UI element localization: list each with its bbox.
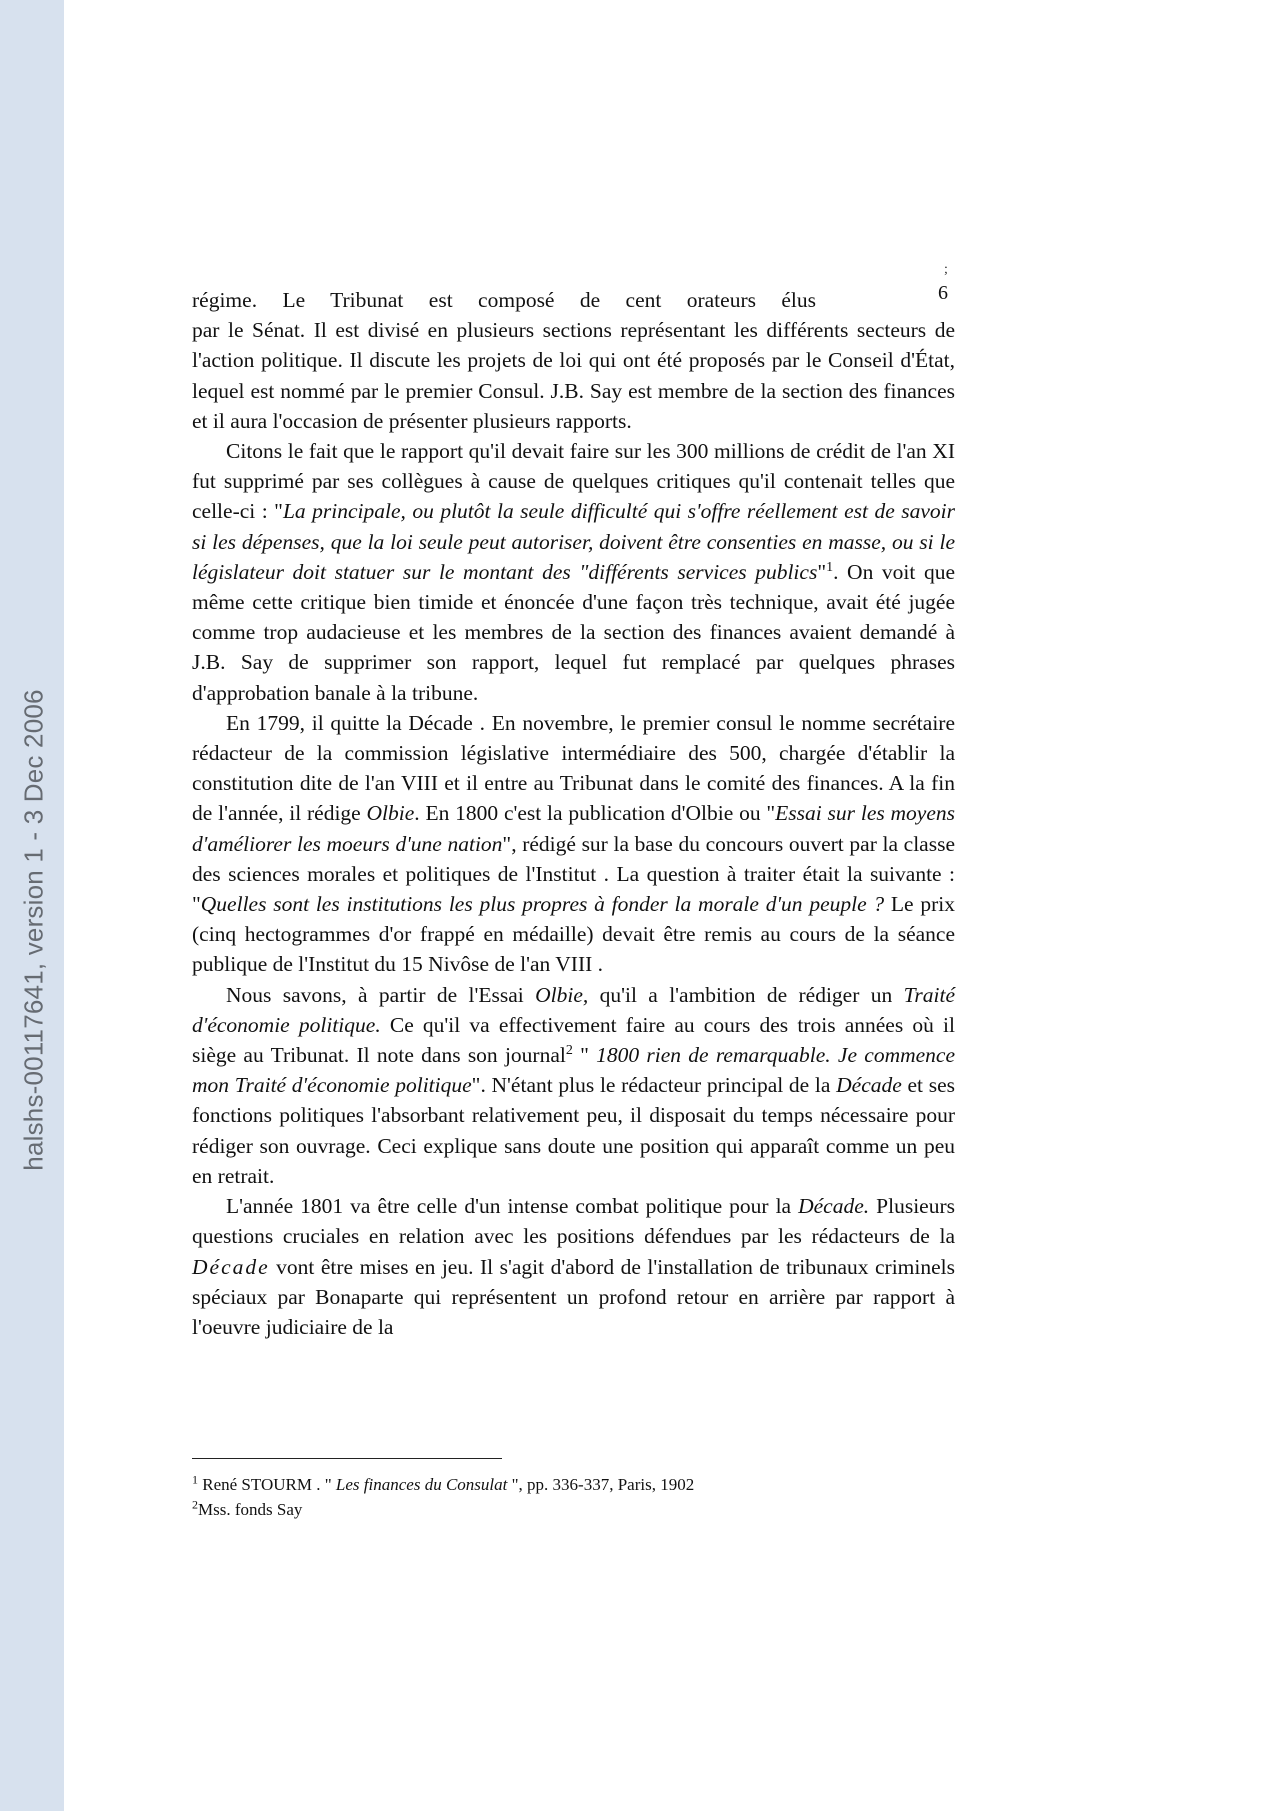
paragraph-3: En 1799, il quitte la Décade . En novembre, le premier consul le nomme secrétaire rédacteur de la commission législative intermédiaire des 500, chargée d'établir la constitution dite de l'an VIII et il entre au Tribunat dans le comité des finances. A la fin de l'année, il rédige Olbie. En 1800 c'est la publication d'Olbie ou "Essai sur les moyens d'améliorer les moeurs d'une nation", rédigé sur la base du concours ouvert par la classe des sciences morales et politiques de l'Institut . La question à traiter était la suivante : "Quelles sont les institutions les plus propres à fonder la morale d'un peuple ? Le prix (cinq hectogrammes d'or frappé en médaille) devait être remis au cours de la séance publique de l'Institut du 15 Nivôse de l'an VIII . [192,710,956,977]
page-mark: ; [944,262,948,277]
footnote-2: $^2$Mss. fonds Say [192,1497,303,1519]
body-text [192,285,955,1342]
quote-text: La principale, ou plutôt la seule difficulté qui s'offre réellement est de savoir si les dépenses, que la loi seule peut autoriser, doivent être consenties en masse, ou si le législateur doit statuer sur le montant des "différents services publics [192,499,955,584]
archive-sidebar [0,0,64,1811]
footnote-divider [192,1458,502,1459]
archive-stamp: halshs-00117641, version 1 - 3 Dec 2006 [18,689,49,1171]
journal-quote: 1800 rien de remarquable. Je commence mon Traité d'économie politique [192,1043,955,1098]
paragraph-1-text: par le Sénat. Il est divisé en plusieurs sections représentant les différents secteurs de l'action politique. Il discute les projets de loi qui ont été proposés par le Conseil d'État, lequel est nommé par le premier Consul. J.B. Say est membre de la section des finances et il aura l'occasion de présenter plusieurs rapports. [192,318,955,433]
footnote-1: $^1$ René STOURM . " Les finances du Consulat ", pp. 336-337, Paris, 1902 [192,1472,695,1494]
question-text: Quelles sont les institutions les plus propres à fonder la morale d'un peuple ? [200,892,885,917]
footnotes [192,1472,955,1522]
paragraph-4: Nous savons, à partir de l'Essai Olbie, qu'il a l'ambition de rédiger un Traité d'économie politique. Ce qu'il va effectivement faire au cours des trois années où il siège au Tribunat. Il note dans son journal$^2$ " 1800 rien de remarquable. Je commence mon Traité d'économie politique". N'étant plus le rédacteur principal de la Décade et ses fonctions politiques l'absorbant relativement peu, il disposait du temps nécessaire pour rédiger son ouvrage. Ceci explique sans doute une position qui apparaît comme un peu en retrait. [192,982,955,1188]
paragraph-1 [192,285,955,436]
paragraph-1-first-line: régime. Le Tribunat est composé de cent orateurs élus [192,288,816,312]
footnote-ref-1[interactable]: 1 [826,559,834,575]
footnote-ref-2[interactable]: 2 [565,1042,573,1058]
paragraph-5: L'année 1801 va être celle d'un intense combat politique pour la Décade. Plusieurs questions cruciales en relation avec les positions défendues par les rédacteurs de la Décade vont être mises en jeu. Il s'agit d'abord de l'installation de tribunaux criminels spéciaux par Bonaparte qui représentent un profond retour en arrière par rapport à l'oeuvre judiciaire de la [192,1194,956,1339]
footnote-1-title: Les finances du Consulat [335,1475,508,1494]
paragraph-2: Citons le fait que le rapport qu'il devait faire sur les 300 millions de crédit de l'an XI fut supprimé par ses collègues à cause de quelques critiques qu'il contenait telles que celle-ci : "La principale, ou plutôt la seule difficulté qui s'offre réellement est de savoir si les dépenses, que la loi seule peut autoriser, doivent être consenties en masse, ou si le législateur doit statuer sur le montant des "différents services publics"$^1$. On voit que même cette critique bien timide et énoncée d'une façon très technique, avait été jugée comme trop audacieuse et les membres de la section des finances avaient demandé à J.B. Say de supprimer son rapport, lequel fut remplacé par quelques phrases d'approbation banale à la tribune. [192,439,955,705]
page-number: 6 [938,282,948,304]
essai-title: Essai sur les moyens d'améliorer les moeurs d'une nation [192,801,956,856]
